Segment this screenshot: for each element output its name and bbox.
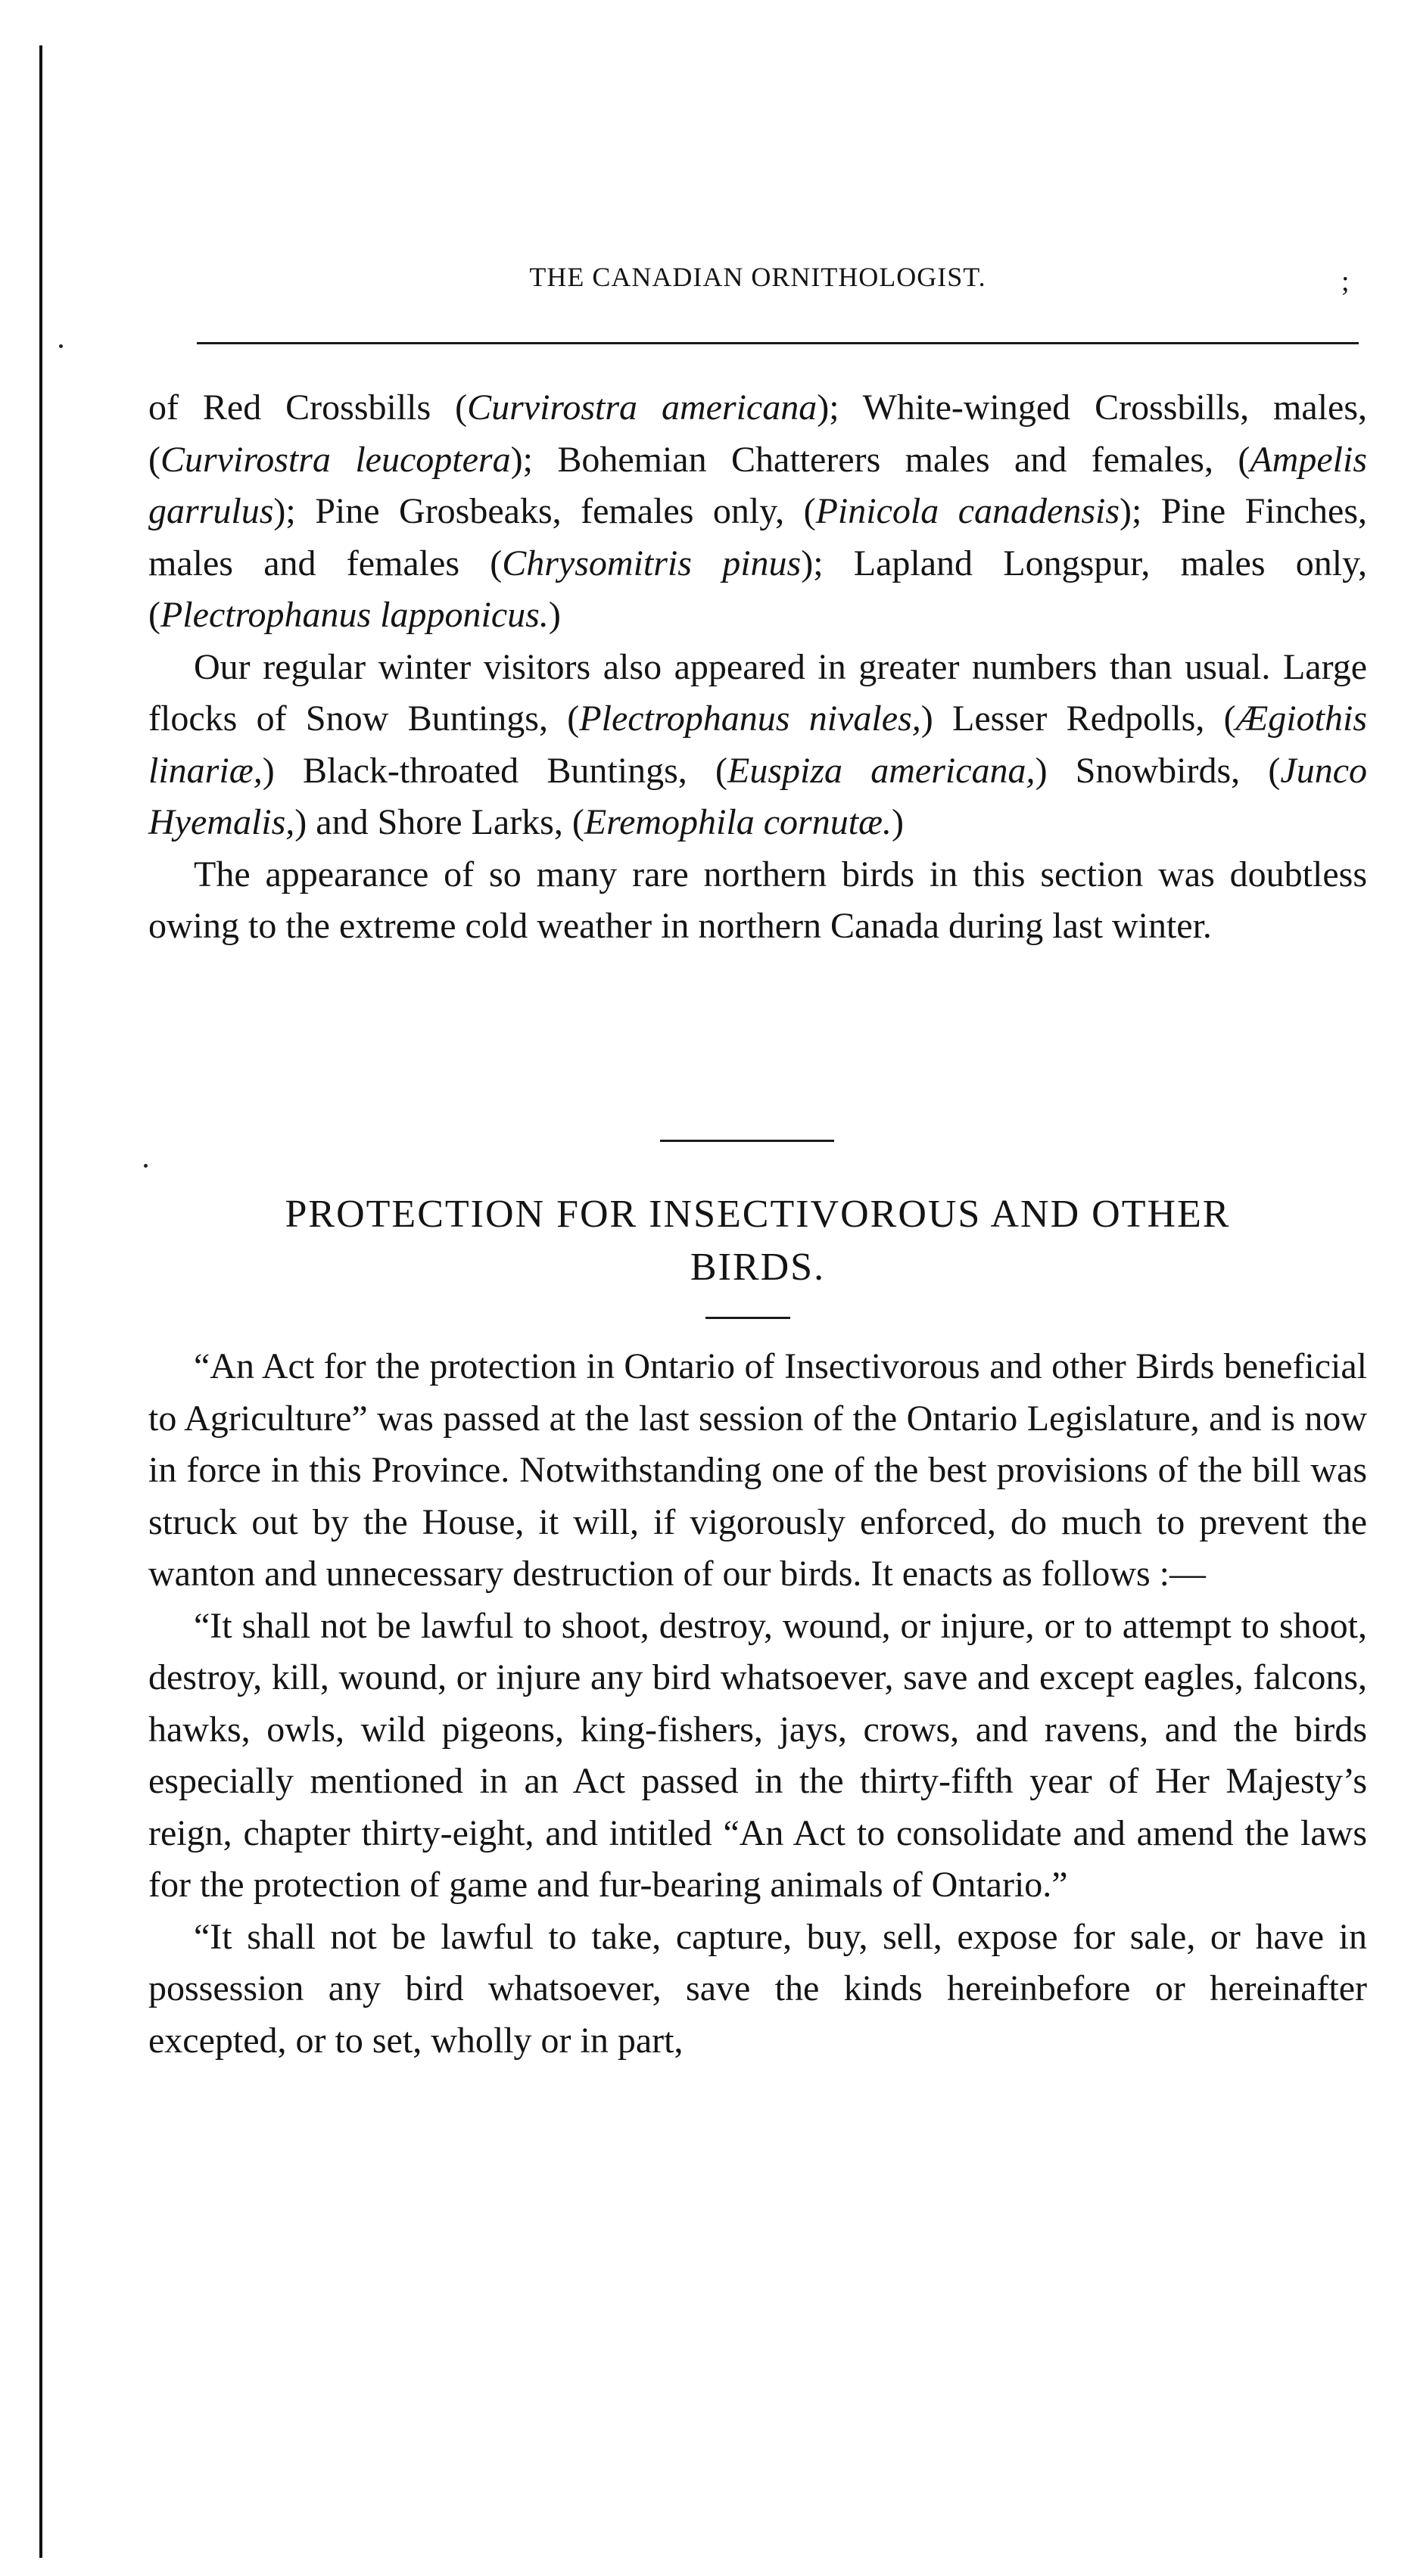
text-run: ) and Shore Larks, ( [294, 802, 584, 842]
text-run: Our regular winter visitors also appeared in greater numbers than usual. Large flocks of Snow Buntings, ( [148, 646, 1367, 739]
header-rule [197, 342, 1359, 344]
paragraph [148, 1912, 1367, 2067]
species-name: Curvirostra leucoptera [160, 439, 511, 480]
paragraph [148, 849, 1367, 953]
species-name: Chrysomitris pinus [502, 543, 802, 583]
species-name: Ampelis garrulus [148, 439, 1367, 531]
text-run: ); White-winged Crossbills, males, ( [148, 387, 1368, 480]
text-run: ); Bohemian Chatterers males and females, ( [510, 439, 1250, 480]
text-run: “An Act for the protection in Ontario of Insectivorous and other Birds beneficial to Agriculture” was passed at the last session of the Ontario Legislature, and is now in force in this Province. Notwithstanding one of the best provisions of the bill was struck out by the House, it will, if vigorously enforced, do much to prevent the wanton and unnecessary destruction of our birds. It enacts as follows :— [148, 1346, 1367, 1594]
article-heading [148, 1188, 1367, 1294]
section-one-text [148, 382, 1367, 953]
page-mark: ; [1341, 266, 1350, 297]
species-name: Ægiothis linariæ, [148, 698, 1367, 791]
speck [59, 344, 63, 348]
heading-underline [705, 1317, 790, 1319]
text-run: The appearance of so many rare northern birds in this section was doubtless owing to the extreme cold weather in northern Canada during last winter. [148, 854, 1367, 946]
text-run: “It shall not be lawful to shoot, destroy, wound, or injure, or to attempt to shoot, destroy, kill, wound, or injure any bird whatsoever, save and except eagles, falcons, hawks, owls, wild pigeons, king-fishers, jays, crows, and ravens, and the birds especially mentioned in an Act passed in the thirty-fifth year of Her Majesty’s reign, chapter thirty-eight, and intitled “An Act to consolidate and amend the laws for the protection of game and fur-bearing animals of Ontario.” [148, 1605, 1367, 1905]
text-run: ); Lapland Longspur, males only, ( [148, 543, 1367, 635]
paragraph [148, 1341, 1367, 1601]
article-heading-line-2: BIRDS. [690, 1246, 826, 1289]
text-run: ) [892, 802, 905, 842]
species-name: Plectrophanus lapponicus. [160, 595, 549, 635]
text-run: “It shall not be lawful to take, capture, buy, sell, expose for sale, or have in possession any bird whatsoever, save the kinds hereinbefore or hereinafter excepted, or to set, wholly or in part, [148, 1916, 1367, 2061]
text-run: ) [548, 595, 561, 635]
running-head: THE CANADIAN ORNITHOLOGIST. [529, 262, 986, 292]
species-name: Junco Hyemalis, [148, 750, 1367, 842]
paragraph [148, 642, 1367, 849]
paragraph [148, 1601, 1367, 1912]
paragraph [148, 382, 1367, 642]
section-divider [660, 1140, 834, 1142]
species-name: Curvirostra americana [467, 387, 818, 428]
text-run: ) Lesser Redpolls, ( [920, 698, 1236, 739]
text-run: ) Snowbirds, ( [1035, 750, 1281, 791]
species-name: Eremophila cornutæ. [584, 802, 892, 842]
text-run: ) Black-throated Buntings, ( [262, 750, 727, 791]
species-name: Plectrophanus nivales, [579, 698, 921, 739]
binding-edge-line [39, 45, 42, 2558]
section-two-text [148, 1341, 1367, 2067]
speck [144, 1164, 148, 1168]
text-run: ); Pine Grosbeaks, females only, ( [273, 491, 816, 531]
text-run: ); Pine Finches, males and females ( [148, 491, 1367, 583]
text-run: of Red Crossbills ( [148, 387, 468, 428]
article-heading-line-1: PROTECTION FOR INSECTIVOROUS AND OTHER [285, 1193, 1231, 1236]
species-name: Pinicola canadensis [815, 491, 1120, 531]
species-name: Euspiza americana, [727, 750, 1036, 791]
